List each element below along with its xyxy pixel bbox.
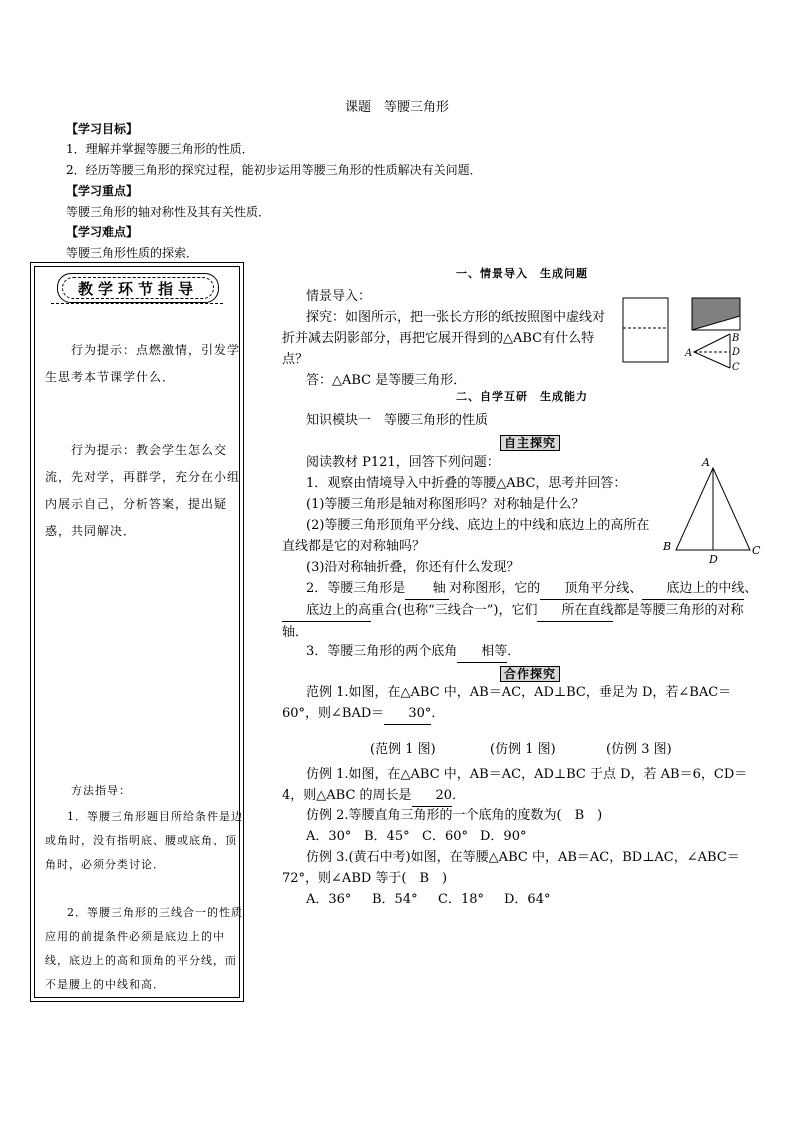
option: A．36° xyxy=(306,892,352,907)
section-heading: 一、情景导入 生成问题 xyxy=(456,267,588,280)
follow-example-2: 仿例 2.等腰直角三角形的一个底角的度数为( B ) xyxy=(306,808,603,823)
figure-caption: (仿例 3 图) xyxy=(606,742,672,757)
sidebar-banner: 教学环节指导 xyxy=(57,273,219,303)
explore-text: 探究：如图所示，把一张长方形的纸按照图中虚线对折并减去阴影部分，再把它展开得到的△ABC有什么特点？ xyxy=(282,310,606,367)
key-heading: 【学习重点】 xyxy=(66,184,139,198)
vertex-label: C xyxy=(732,362,740,373)
figure-caption: (仿例 1 图) xyxy=(490,742,556,757)
option: D．90° xyxy=(480,829,527,844)
paper-rect-figure xyxy=(623,298,668,362)
answer-blank: 30° xyxy=(384,703,431,725)
sidebar-tip: 行为提示：教会学生怎么交流，先对学，再群学，充分在小组内展示自己，分析答案，提出疑惑，共同解决． xyxy=(45,443,241,538)
option: B．45° xyxy=(364,829,410,844)
answer-blank: 轴 xyxy=(405,578,449,600)
goal-item: 2．经历等腰三角形的探究过程，能初步运用等腰三角形的性质解决有关问题． xyxy=(66,163,482,177)
vertex-label: A xyxy=(685,348,693,359)
answer-blank: 相等 xyxy=(457,641,507,663)
module-title: 知识模块一 等腰三角形的性质 xyxy=(306,413,489,428)
follow-example-3: 仿例 3.(黄石中考)如图，在等腰△ABC 中，AB＝AC，BD⊥AC，∠ABC＝72°，则∠ABD 等于( B ) xyxy=(282,850,740,886)
folding-figure xyxy=(618,296,764,374)
answer-blank: 底边上的中线 xyxy=(642,578,744,600)
answer-blank: 20 xyxy=(412,785,453,807)
question-1b: (2)等腰三角形顶角平分线、底边上的中线和底边上的高所在直线都是它的对称轴吗？ xyxy=(282,518,650,554)
method-tip: 1．等腰三角形题目所给条件是边或角时，没有指明底、腰或底角、顶角时，必须分类讨论． xyxy=(45,810,243,871)
answer-blank: 所在直线 xyxy=(537,600,613,622)
example-1: 范例 1.如图，在△ABC 中，AB＝AC，AD⊥BC，垂足为 D，若∠BAC＝60°，则∠BAD＝ 30°． xyxy=(282,682,760,725)
small-triangle-figure xyxy=(684,333,740,373)
options-row xyxy=(282,826,784,847)
goals-heading: 【学习目标】 xyxy=(66,122,139,136)
sidebar-tip: 行为提示：点燃激情，引发学生思考本节课学什么． xyxy=(45,343,241,384)
isosceles-triangle-figure xyxy=(658,454,768,568)
question-2: 2．等腰三角形是 轴 对称图形，它的 顶角平分线、 底边上的中线、底边上的高重合(也称“三线合一”)，它们 所在直线都是等腰三角形的对称轴． xyxy=(282,578,760,643)
answer-text: 答：△ABC 是等腰三角形． xyxy=(306,373,467,388)
answer-blank: 顶角平分线 xyxy=(540,578,629,600)
shaded-paper-figure xyxy=(692,298,740,330)
method-heading: 方法指导： xyxy=(71,784,131,797)
option: A．30° xyxy=(306,829,352,844)
question-1c: (3)沿对称轴折叠，你还有什么发现？ xyxy=(306,560,520,575)
difficulty-heading: 【学习难点】 xyxy=(66,225,139,239)
follow-example-1: 仿例 1.如图，在△ABC 中，AB＝AC，AD⊥BC 于点 D，若 AB＝6，CD＝4，则△ABC 的周长是 20． xyxy=(282,764,760,807)
intro-label: 情景导入： xyxy=(306,289,372,304)
section-heading: 二、自学互研 生成能力 xyxy=(456,390,588,403)
question-1: 1．观察由情境导入中折叠的等腰△ABC，思考并回答： xyxy=(306,476,627,491)
vertex-label: B xyxy=(663,540,672,553)
figure-caption: (范例 1 图) xyxy=(370,742,436,757)
question-1a: (1)等腰三角形是轴对称图形吗？对称轴是什么？ xyxy=(306,497,585,512)
option: C．18° xyxy=(438,892,484,907)
vertex-label: B xyxy=(732,333,740,344)
goal-item: 1．理解并掌握等腰三角形的性质． xyxy=(66,142,254,156)
read-text: 阅读教材 P121，回答下列问题： xyxy=(306,455,500,470)
coop-study-label: 合作探究 xyxy=(500,663,560,682)
option: B．54° xyxy=(372,892,418,907)
vertex-label: D xyxy=(732,347,741,358)
question-3: 3．等腰三角形的两个底角 相等． xyxy=(282,641,760,663)
options-row xyxy=(282,889,784,910)
sidebar-guide xyxy=(30,262,244,1002)
vertex-label: D xyxy=(709,553,718,566)
answer-blank: 底边上的高 xyxy=(282,600,371,622)
key-text: 等腰三角形的轴对称性及其有关性质． xyxy=(66,205,271,219)
vertex-label: C xyxy=(752,544,761,557)
page-title: 课题 等腰三角形 xyxy=(344,100,449,115)
method-tip: 2．等腰三角形的三线合一的性质应用的前提条件必须是底边上的中线，底边上的高和顶角的平分线，而不是腰上的中线和高． xyxy=(45,906,243,991)
vertex-label: A xyxy=(702,456,710,469)
option: C．60° xyxy=(422,829,468,844)
difficulty-text: 等腰三角形性质的探索． xyxy=(66,246,199,260)
self-study-label: 自主探究 xyxy=(500,432,560,451)
option: D．64° xyxy=(504,892,551,907)
